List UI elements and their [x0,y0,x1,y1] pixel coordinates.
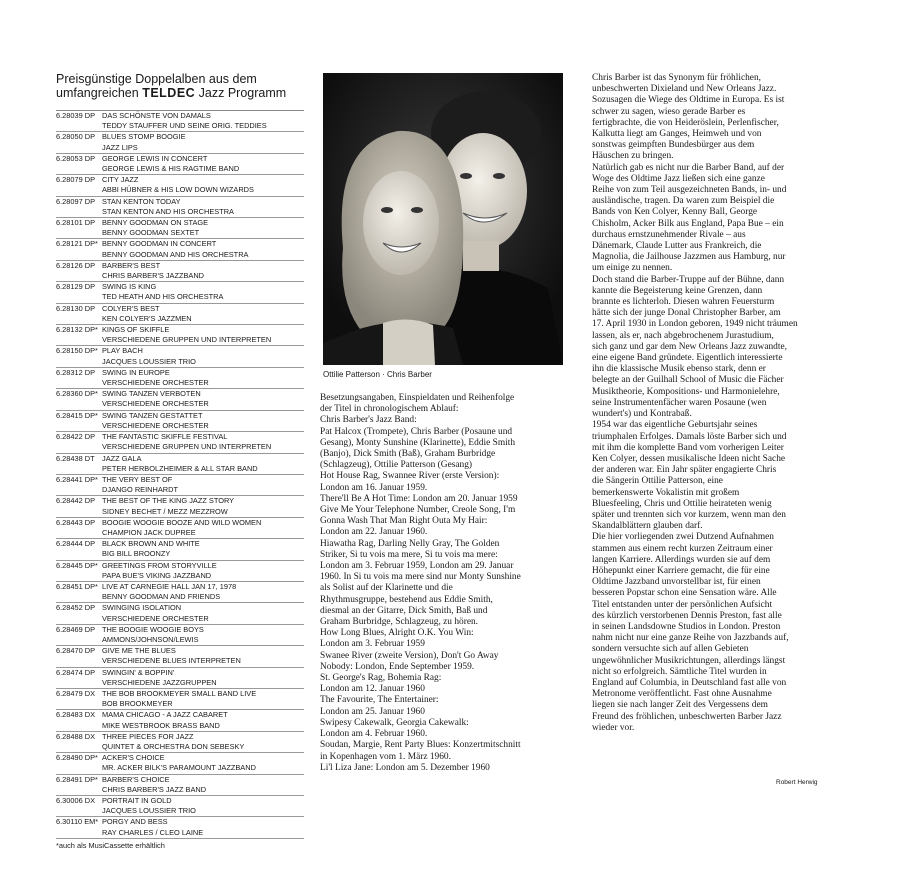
recording-detail-line: London am 3. Februar 1959, London am 29. Januar [320,561,514,572]
recording-detail-line: There'll Be A Hot Time: London am 20. Januar 1959 [320,493,518,504]
album-title: PORTRAIT IN GOLD [102,796,172,805]
album-artist: VERSCHIEDENE ORCHESTER [102,399,209,409]
catalog-titles [102,261,304,281]
catalog-number: 6.28479 DX [56,688,96,698]
liner-note-line: besseren Popstar schon eine Sensation wäre. Alle [592,588,777,599]
catalog-entry [56,753,304,774]
catalog-entry [56,454,304,475]
liner-note-line: Doch stand die Barber-Truppe auf der Bühne, dann [592,274,785,285]
recording-detail-line: How Long Blues, Alright O.K. You Win: [320,628,474,639]
album-artist: STAN KENTON AND HIS ORCHESTRA [102,206,234,216]
album-artist: JACQUES LOUSSIER TRIO [102,806,196,816]
catalog-entry [56,646,304,667]
album-title: GEORGE LEWIS IN CONCERT [102,153,208,163]
liner-note-line: ungewöhnlicher Musikrichtungen, allerdings längst [592,655,786,666]
album-title: ACKER'S CHOICE [102,753,165,763]
liner-note-line: schwer zu sagen, wieso gerade Barber es [592,106,746,117]
album-title: THE BOOGIE WOOGIE BOYS [102,624,204,634]
author-signature: Robert Herwig [776,779,818,786]
catalog-titles [102,796,304,816]
recording-detail-line: (Banjo), Dick Smith (Baß), Graham Burbridge [320,449,496,460]
catalog-number: 6.28101 DP [56,218,96,228]
album-artist: BENNY GOODMAN AND FRIENDS [102,592,221,602]
catalog-number: 6.28442 DP [56,496,96,506]
album-title: BENNY GOODMAN ON STAGE [102,218,209,228]
album-title: BLACK BROWN AND WHITE [102,539,200,549]
catalog-entry [56,132,304,153]
album-artist: CHAMPION JACK DUPREE [102,527,196,537]
album-artist: VERSCHIEDENE ORCHESTER [102,378,209,388]
album-artist: PETER HERBOLZHEIMER & ALL STAR BAND [102,463,258,473]
album-title: SWING IS KING [102,282,157,292]
catalog-titles [102,561,304,581]
recording-detail-line: 1960. In Si tu vois ma mere sind nur Monty Sunshine [320,572,521,583]
photo-ottilie-patterson-chris-barber [323,73,563,365]
catalog-number: 6.28129 DP [56,282,96,292]
liner-note-line: Metronome veröffentlicht. Fast ohne Ausnahme [592,689,772,700]
catalog-entry [56,411,304,432]
catalog-number: 6.28451 DP* [56,581,98,591]
liner-note-line: triumphalen Erfolges. Damals löste Barber sich und [592,431,787,442]
catalog-titles [102,218,304,238]
album-artist: VERSCHIEDENE JAZZGRUPPEN [102,677,217,687]
album-artist: BIG BILL BROONZY [102,549,171,559]
album-artist: AMMONS/JOHNSON/LEWIS [102,634,199,644]
catalog-entry [56,197,304,218]
catalog-titles [102,732,304,752]
catalog-entry [56,111,304,132]
catalog-entry [56,689,304,710]
footnote: *auch als MusiCassette erhältlich [56,840,165,850]
recording-detail-line: London am 3. Februar 1959 [320,639,425,650]
catalog-entry [56,475,304,496]
album-title: PLAY BACH [102,346,143,356]
catalog-titles [102,518,304,538]
catalog-number: 6.28312 DP [56,367,96,377]
liner-note-line: bemerkenswerte Vokalistin mit großem [592,487,740,498]
liner-note-line: sich ganz und gar dem New Orleans Jazz zuwandte, [592,341,787,352]
catalog-entry [56,282,304,303]
catalog-entry [56,817,304,838]
liner-note-line: 1954 war das eigentliche Geburtsjahr seines [592,420,758,431]
recording-detail-line: London am 16. Januar 1959. [320,482,428,493]
catalog-titles [102,475,304,495]
recording-detail-line: als Solist auf der Klarinette und die [320,583,453,594]
catalog-entry [56,218,304,239]
recording-detail-line: The Favourite, The Entertainer: [320,695,439,706]
catalog-entry [56,261,304,282]
recording-detail-line: Hot House Rag, Swannee River (erste Version): [320,471,500,482]
liner-note-line: sonstwas geimpften Bundesbürger aus dem [592,140,755,151]
liner-note-line: der anderen war. Ein Jahr später engagierte Chris [592,465,777,476]
catalog-number: 6.28474 DP [56,667,96,677]
catalog-titles [102,689,304,709]
liner-note-line: nicht so erfolgreich. Sämtliche Titel wurden in [592,666,767,677]
album-title: STAN KENTON TODAY [102,196,181,206]
album-artist: VERSCHIEDENE ORCHESTER [102,420,209,430]
catalog-entry [56,710,304,731]
album-artist: PAPA BUE'S VIKING JAZZBAND [102,570,212,580]
catalog-titles [102,432,304,452]
liner-note-line: hätte sich der junge Donal Christopher Barber, am [592,308,781,319]
liner-note-line: eine eigene Band gründete. Eigentlich interessierte [592,353,783,364]
album-title: BENNY GOODMAN IN CONCERT [102,239,217,249]
teldec-logo: TELDEC [142,86,196,100]
recording-detail-line: St. George's Rag, Bohemia Rag: [320,673,442,684]
liner-note-line: Titel entstanden unter der persönlichen Aufsicht [592,599,773,610]
catalog-titles [102,389,304,409]
recording-detail-line: Graham Burbridge, Schlagzeug, zu hören. [320,617,479,628]
liner-note-line: unbeschwerten Dixieland und New Orleans Jazz. [592,84,777,95]
recording-detail-line: Striker, Si tu vois ma mere, Si tu vois ma mere: [320,549,498,560]
heading-line-2-prefix: umfangreichen [56,86,139,100]
liner-note-line: 17. April 1930 in London geboren, 1949 nicht träumen [592,319,798,330]
recording-details [320,393,572,774]
catalog-titles [102,411,304,431]
catalog-entry [56,432,304,453]
liner-note-line: Höhepunkt einer Karriere gemacht, die für eine [592,565,770,576]
catalog-titles [102,282,304,302]
album-artist: KEN COLYER'S JAZZMEN [102,313,192,323]
catalog-entry [56,175,304,196]
catalog-entry [56,304,304,325]
liner-note-line: seine Instrumentenfächer waren Posaune (wen [592,397,767,408]
catalog-titles [102,668,304,688]
catalog-titles [102,154,304,174]
album-title: SWINGIN' & BOPPIN' [102,667,175,677]
catalog-number: 6.28079 DP [56,175,96,185]
catalog-number: 6.28452 DP [56,603,96,613]
catalog-number: 6.28150 DP* [56,346,98,356]
album-title: MAMA CHICAGO - A JAZZ CABARET [102,710,228,720]
liner-note-line: Chris Barber ist das Synonym für fröhlichen, [592,73,761,83]
album-artist: GEORGE LEWIS & HIS RAGTIME BAND [102,164,240,174]
liner-note-line: Freund des fröhlichen, unbeschwerten Barber Jazz [592,711,782,722]
album-title: DAS SCHÖNSTE VON DAMALS [102,111,211,120]
catalog-number: 6.28445 DP* [56,560,98,570]
album-title: JAZZ GALA [102,453,142,463]
liner-note-line: Die hier vorliegenden zwei Dutzend Aufnahmen [592,532,774,543]
album-title: SWING IN EUROPE [102,367,170,377]
album-artist: SIDNEY BECHET / MEZZ MEZZROW [102,506,228,516]
catalog-titles [102,346,304,366]
catalog-number: 6.28441 DP* [56,474,98,484]
catalog-entry [56,325,304,346]
liner-note-line: um einige zu nennen. [592,263,673,274]
liner-note-line: fertigbrachte, die von Heideröslein, Perlenfischer, [592,117,779,128]
catalog-column [56,72,304,850]
recording-detail-line: Give Me Your Telephone Number, Creole Song, I'm [320,505,516,516]
catalog-titles [102,454,304,474]
album-title: BOOGIE WOOGIE BOOZE AND WILD WOMEN [102,517,262,527]
album-title: LIVE AT CARNEGIE HALL JAN 17, 1978 [102,581,237,591]
liner-note-line: Sozusagen die Wiege des Oldtime in Europa. Es ist [592,95,785,106]
album-artist: ABBI HÜBNER & HIS LOW DOWN WIZARDS [102,185,254,195]
album-title: GREETINGS FROM STORYVILLE [102,560,217,570]
liner-note-line: brannte es lichterloh. Diesen wahren Feuersturm [592,297,775,308]
album-artist: QUINTET & ORCHESTRA DON SEBESKY [102,741,245,751]
album-artist: VERSCHIEDENE GRUPPEN UND INTERPRETEN [102,442,272,452]
recording-detail-line: Chris Barber's Jazz Band: [320,415,417,426]
catalog-entry [56,668,304,689]
catalog-titles [102,710,304,730]
liner-note-line: Reihe von zum Teil ausgezeichneten Bands, in- und [592,185,787,196]
catalog-number: 6.28490 DP* [56,753,98,763]
catalog-number: 6.28130 DP [56,303,96,313]
catalog-titles [102,111,304,131]
catalog-number: 6.28126 DP [56,260,96,270]
album-title: COLYER'S BEST [102,303,160,313]
catalog-entry [56,389,304,410]
album-artist: MR. ACKER BILK'S PARAMOUNT JAZZBAND [102,763,256,773]
recording-detail-line: Besetzungsangaben, Einspieldaten und Reihenfolge [320,393,515,403]
catalog-number: 6.28470 DP [56,646,96,656]
catalog-number: 6.28050 DP [56,132,96,142]
catalog-number: 6.28121 DP* [56,239,98,249]
catalog-titles [102,582,304,602]
liner-note-line: nahm nicht nur eine ganze Reihe von Jazzbands auf, [592,633,789,644]
catalog-entry [56,154,304,175]
catalog-entry [56,561,304,582]
liner-note-line: Skandalblättern glauben darf. [592,521,703,532]
recording-detail-line: diesmal an der Gitarre, Dick Smith, Baß und [320,605,488,616]
album-title: GIVE ME THE BLUES [102,646,176,656]
liner-note-line: in seinen Landsdowne Studios in London. Preston [592,621,781,632]
catalog-titles [102,646,304,666]
portrait-image [323,73,563,365]
catalog-number: 6.28039 DP [56,111,96,120]
recording-detail-line: Rhythmusgruppe, bestehend aus Eddie Smith, [320,594,493,605]
catalog-entry [56,732,304,753]
liner-notes [592,73,850,734]
recording-detail-line: Hiawatha Rag, Darling Nelly Gray, The Golden [320,538,500,549]
recording-detail-line: Li'l Liza Jane: London am 5. Dezember 1960 [320,762,490,773]
liner-note-line: lassen, als er, nach abgebrochenem Jurastudium, [592,330,774,341]
album-title: PORGY AND BESS [102,817,168,827]
liner-note-line: Ken Colyer, dessen musikalische Ideen nicht Sache [592,453,786,464]
album-artist: CHRIS BARBER'S JAZZBAND [102,271,205,281]
liner-note-line: England auf Columbia, in Deutschland fast alle von [592,677,787,688]
album-title: THE BEST OF THE KING JAZZ STORY [102,496,235,506]
album-artist: VERSCHIEDENE GRUPPEN UND INTERPRETEN [102,335,272,345]
album-title: BARBER'S BEST [102,260,161,270]
album-artist: MIKE WESTBROOK BRASS BAND [102,720,220,730]
catalog-titles [102,817,304,837]
liner-note-line: ihn die klassische Musik ebenso stark, denn er [592,364,766,375]
recording-detail-line: Nobody: London, Ende September 1959. [320,661,475,672]
recording-detail-line: der Titel in chronologischem Ablauf: [320,404,459,415]
liner-note-line: Bands von Ken Colyer, Kenny Ball, George [592,207,758,218]
album-artist: BENNY GOODMAN SEXTET [102,228,200,238]
recording-detail-line: Soudan, Margie, Rent Party Blues: Konzertmitschnitt [320,740,521,751]
catalog-titles [102,539,304,559]
catalog-titles [102,239,304,259]
liner-note-line: wundert's) und Kontrabaß. [592,409,692,420]
liner-note-line: Häuschen zu bringen. [592,151,674,162]
album-artist: RAY CHARLES / CLEO LAINE [102,827,204,837]
catalog-entry [56,625,304,646]
catalog-titles [102,625,304,645]
catalog-titles [102,325,304,345]
catalog-number: 6.28443 DP [56,517,96,527]
catalog-entry [56,796,304,817]
catalog-entry [56,775,304,796]
album-title: BLUES STOMP BOOGIE [102,132,186,142]
liner-note-line: mit ihm die komplette Band vom vorherigen Leiter [592,442,784,453]
album-artist: BOB BROOKMEYER [102,699,173,709]
catalog-titles [102,175,304,195]
album-title: THE VERY BEST OF [102,474,173,484]
liner-note-line: ausländische, tragen. Da waren zum Beispiel die [592,196,775,207]
catalog-number: 6.28438 DT [56,453,95,463]
catalog-number: 6.28469 DP [56,624,96,634]
liner-note-line: sondern versuchte sich auf allen Gebieten [592,644,749,655]
catalog-entry [56,368,304,389]
liner-note-line: Natürlich gab es nicht nur die Barber Band, auf der [592,162,785,173]
catalog-heading [56,72,304,100]
album-title: KINGS OF SKIFFLE [102,325,170,335]
catalog-titles [102,368,304,388]
catalog-number: 6.28097 DP [56,196,96,206]
liner-note-line: kannte die Begeisterung keine Grenzen, dann [592,285,763,296]
recording-detail-line: Gesang), Monty Sunshine (Klarinette), Eddie Smith [320,437,516,448]
album-title: BARBER'S CHOICE [102,774,170,784]
catalog-titles [102,603,304,623]
catalog-entry [56,518,304,539]
album-artist: VERSCHIEDENE ORCHESTER [102,613,209,623]
recording-detail-line: London am 25. Januar 1960 [320,706,425,717]
album-artist: JACQUES LOUSSIER TRIO [102,356,196,366]
catalog-number: 6.28422 DP [56,432,96,442]
recording-detail-line: London am 4. Februar 1960. [320,729,428,740]
liner-note-line: Woge des Oldtime Jazz ließen sich eine ganze [592,173,765,184]
liner-note-line: Dänemark, Claude Lutter aus Frankreich, die [592,241,762,252]
catalog-number: 6.28483 DX [56,710,96,720]
catalog-entry [56,582,304,603]
album-title: SWINGING ISOLATION [102,603,182,613]
liner-note-line: liegen sie nach langer Zeit des Vergessens dem [592,700,768,711]
catalog-entry [56,346,304,367]
liner-note-line: später und trennten sich vor kurzem, wenn man den [592,509,786,520]
recording-detail-line: Gonna Wash That Man Right Outa My Hair: [320,516,488,527]
catalog-titles [102,197,304,217]
liner-note-line: Magnolia, die Jailhouse Jazzmen aus Hamburg, nur [592,252,786,263]
catalog-entry [56,539,304,560]
liner-note-line: stammen aus einem recht kurzen Zeitraum einer [592,543,773,554]
album-title: THE BOB BROOKMEYER SMALL BAND LIVE [102,688,257,698]
heading-line-1: Preisgünstige Doppelalben aus dem [56,72,257,86]
catalog-number: 6.28132 DP* [56,325,98,335]
album-artist: JAZZ LIPS [102,142,138,152]
album-artist: VERSCHIEDENE BLUES INTERPRETEN [102,656,241,666]
catalog-number: 6.30006 DX [56,796,96,805]
catalog-number: 6.28360 DP* [56,389,98,399]
album-artist: BENNY GOODMAN AND HIS ORCHESTRA [102,249,249,259]
liner-note-line: wieder vor. [592,722,635,733]
recording-detail-line: in Kopenhagen vom 1. März 1960. [320,751,451,762]
liner-note-line: die Sängerin Ottilie Patterson, eine [592,476,723,487]
recording-detail-line: London am 12. Januar 1960 [320,684,425,695]
liner-note-line: belegte an der Guilhall School of Music die Fächer [592,375,784,386]
liner-note-line: durchaus ernstzunehmender Rivale – aus [592,229,746,240]
catalog-list [56,110,304,839]
catalog-entry [56,239,304,260]
catalog-titles [102,304,304,324]
liner-note-line: des kürzlich verstorbenen Dennis Preston, fast alle [592,610,782,621]
heading-line-2-suffix: Jazz Programm [198,86,287,100]
album-title: SWING TANZEN VERBOTEN [102,389,201,399]
liner-note-line: langen Karriere. Allerdings wurden sie auf dem [592,554,771,565]
catalog-entry [56,496,304,517]
catalog-number: 6.30110 EM* [56,817,99,827]
liner-note-line: Oldtime Jazzband unvorstellbar ist, für einen [592,577,761,588]
liner-note-line: Bluesfeeling, Chris und Ottilie heirateten wenig [592,498,772,509]
catalog-number: 6.28415 DP* [56,410,98,420]
recording-detail-line: Swipesy Cakewalk, Georgia Cakewalk: [320,717,469,728]
album-title: CITY JAZZ [102,175,139,185]
recording-detail-line: Swanee River (zweite Version), Don't Go Away [320,650,499,661]
liner-note-line: Chisholm, Acker Bilk aus England, Papa Bue – ein [592,218,784,229]
recording-detail-line: (Schlagzeug), Ottilie Patterson (Gesang) [320,460,473,471]
liner-note-line: Musiktheorie, Kompositions- und Harmonielehre, [592,386,780,397]
album-artist: TED HEATH AND HIS ORCHESTRA [102,292,224,302]
liner-note-line: Kalkutta liegt am Ganges, Heimweh und von [592,129,762,140]
catalog-number: 6.28444 DP [56,539,96,549]
catalog-titles [102,775,304,795]
album-artist: DJANGO REINHARDT [102,485,178,495]
album-artist: TEDDY STAUFFER UND SEINE ORIG. TEDDIES [102,121,267,131]
catalog-number: 6.28488 DX [56,731,96,741]
recording-detail-line: Pat Halcox (Trompete), Chris Barber (Posaune und [320,426,513,437]
album-title: THREE PIECES FOR JAZZ [102,731,194,741]
catalog-titles [102,132,304,152]
catalog-titles [102,753,304,773]
album-artist: CHRIS BARBER'S JAZZ BAND [102,784,207,794]
catalog-number: 6.28053 DP [56,153,96,163]
recording-detail-line: London am 22. Januar 1960. [320,527,428,538]
catalog-entry [56,603,304,624]
album-title: SWING TANZEN GESTATTET [102,410,203,420]
album-title: THE FANTASTIC SKIFFLE FESTIVAL [102,432,228,442]
catalog-number: 6.28491 DP* [56,774,98,784]
catalog-titles [102,496,304,516]
photo-caption: Ottilie Patterson · Chris Barber [323,370,432,379]
